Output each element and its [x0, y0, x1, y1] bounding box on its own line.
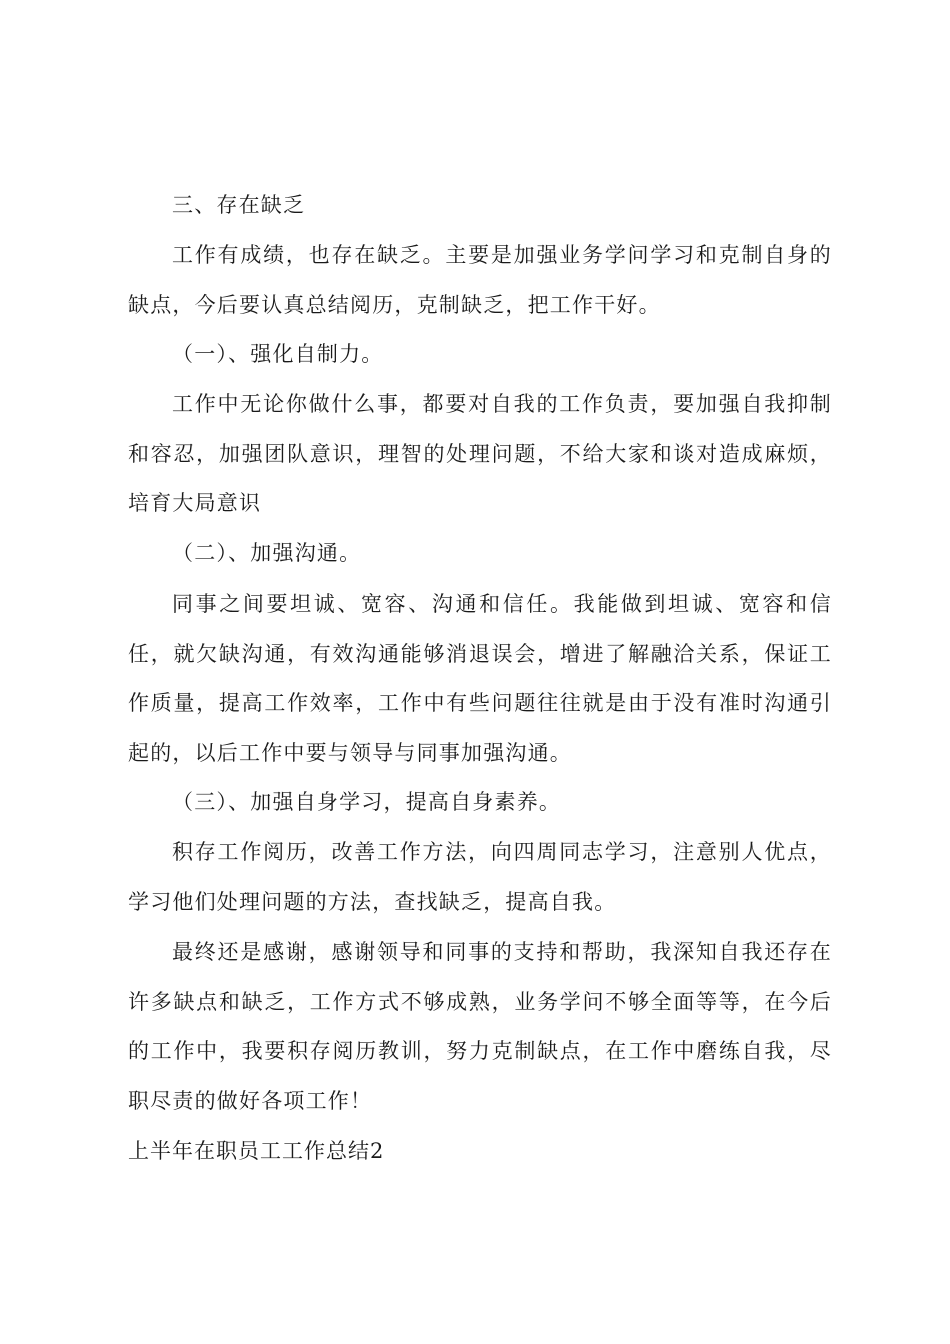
- intro-paragraph: 工作有成绩，也存在缺乏。主要是加强业务学问学习和克制自身的缺点，今后要认真总结阅历，克制缺乏，把工作干好。: [128, 243, 832, 317]
- item1-body: 工作中无论你做什么事，都要对自我的工作负责，要加强自我抑制和容忍，加强团队意识，理智的处理问题，不给大家和谈对造成麻烦，培育大局意识: [128, 392, 832, 515]
- item1-heading: （一）、强化自制力。: [172, 342, 384, 366]
- closing-paragraph: 最终还是感谢，感谢领导和同事的支持和帮助，我深知自我还存在许多缺点和缺乏，工作方式不够成熟，业务学问不够全面等等，在今后的工作中，我要积存阅历教训，努力克制缺点，在工作中磨练自我，尽职尽责的做好各项工作！: [128, 940, 832, 1113]
- item2-heading: （二）、加强沟通。: [172, 541, 362, 565]
- item3-heading: （三）、加强自身学习，提高自身素养。: [172, 790, 562, 814]
- section-heading: 三、存在缺乏: [172, 193, 306, 217]
- next-document-title: 上半年在职员工工作总结2: [128, 1139, 385, 1163]
- item2-body: 同事之间要坦诚、宽容、沟通和信任。我能做到坦诚、宽容和信任，就欠缺沟通，有效沟通能够消退误会，增进了解融洽关系，保证工作质量，提高工作效率，工作中有些问题往往就是由于没有准时沟通引起的，以后工作中要与领导与同事加强沟通。: [128, 592, 832, 765]
- item3-body: 积存工作阅历，改善工作方法，向四周同志学习，注意别人优点，学习他们处理问题的方法，查找缺乏，提高自我。: [128, 840, 832, 914]
